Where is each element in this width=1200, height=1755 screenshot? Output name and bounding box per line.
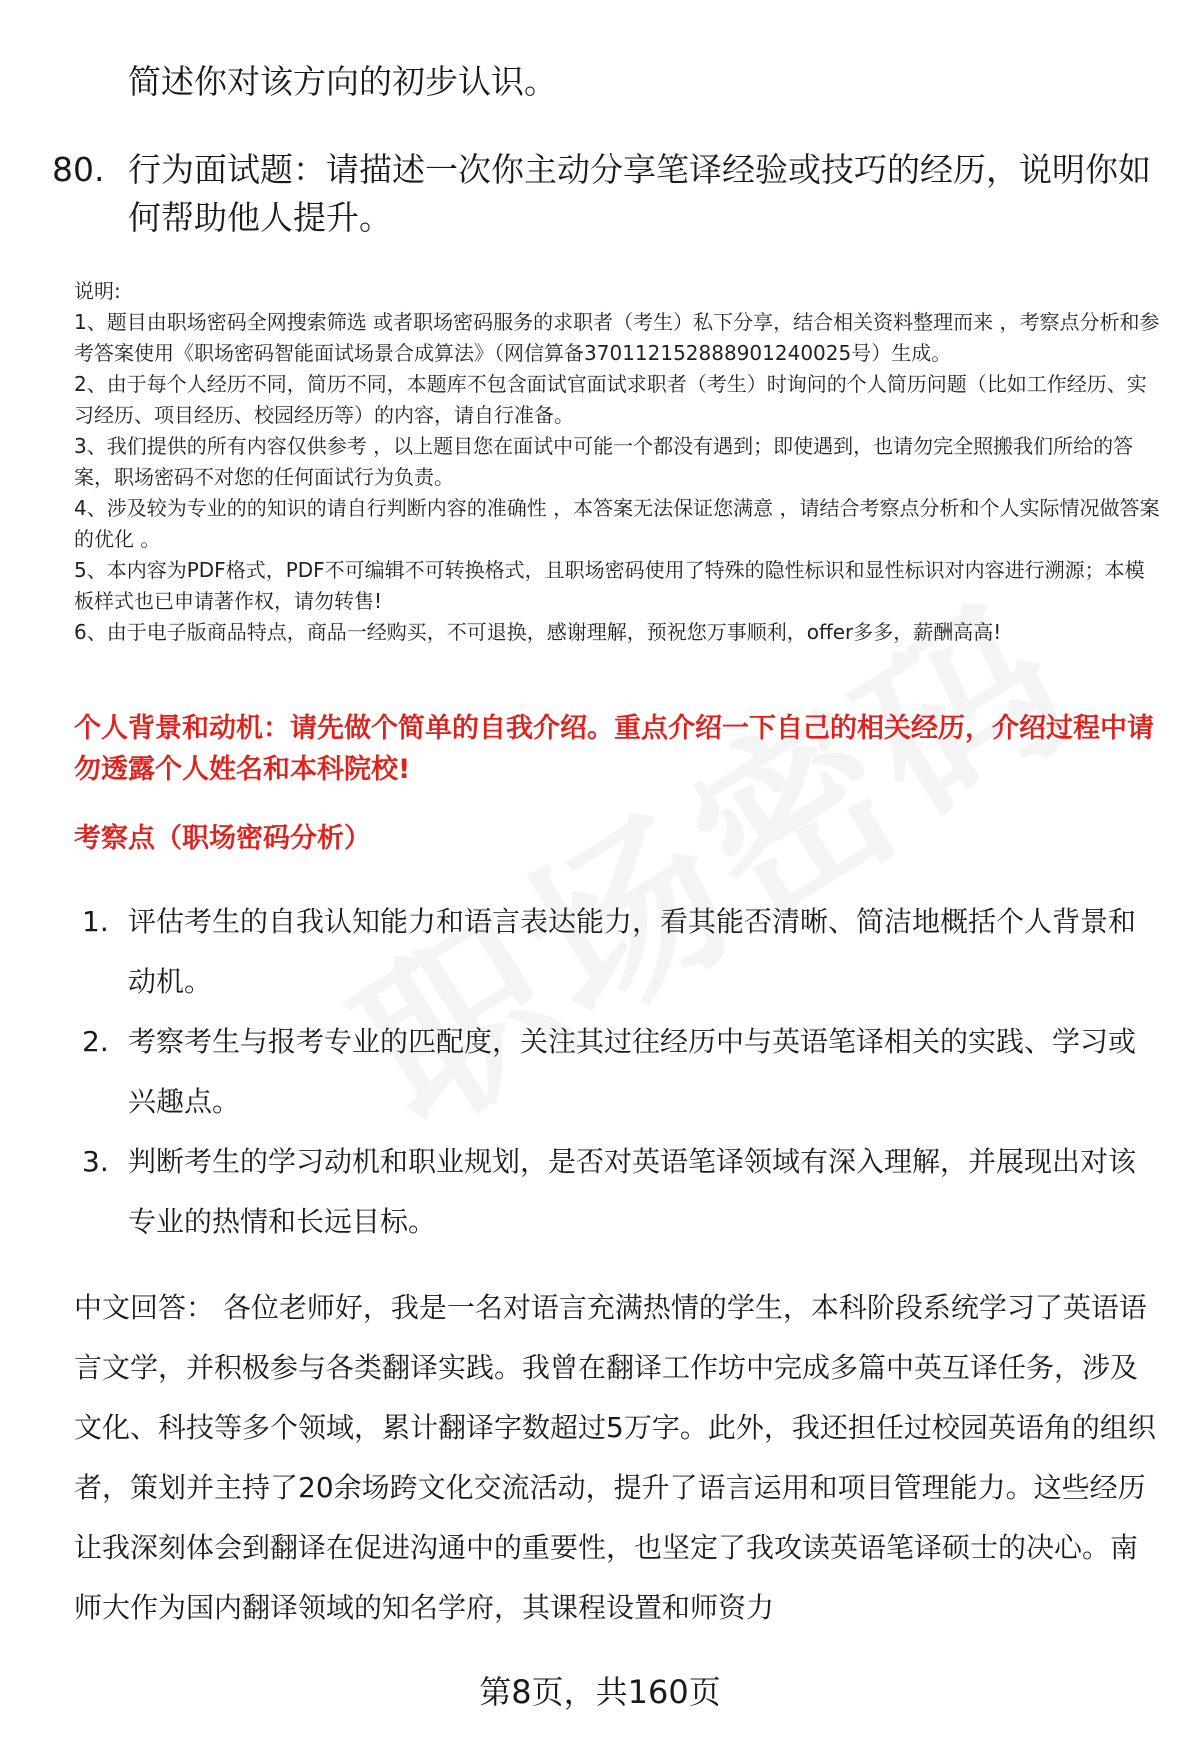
- list-item: [82, 1012, 1162, 1132]
- question-text: 行为面试题：请描述一次你主动分享笔译经验或技巧的经历，说明你如何帮助他人提升。: [128, 150, 1151, 237]
- note-item: 1、题目由职场密码全网搜索筛选 或者职场密码服务的求职者（考生）私下分享，结合相关资料整理而来 ，考察点分析和参考答案使用《职场密码智能面试场景合成算法》（网信算备370112152888901240025号）生成。: [74, 310, 1160, 365]
- note-item: 5、本内容为PDF格式，PDF不可编辑不可转换格式，且职场密码使用了特殊的隐性标识和显性标识对内容进行溯源；本模板样式也已申请著作权，请勿转售!: [74, 558, 1145, 613]
- point-text: 判断考生的学习动机和职业规划，是否对英语笔译领域有深入理解，并展现出对该专业的热情和长远目标。: [128, 1145, 1137, 1238]
- note-item: 4、涉及较为专业的的知识的请自行判断内容的准确性 ，本答案无法保证您满意 ，请结合考察点分析和个人实际情况做答案的优化 。: [74, 496, 1160, 551]
- question-continuation: 简述你对该方向的初步认识。: [128, 62, 557, 101]
- note-item: 6、由于电子版商品特点，商品一经购买，不可退换，感谢理解，预祝您万事顺利，offer多多，薪酬高高!: [74, 620, 1002, 644]
- question-number: 80.: [52, 150, 105, 189]
- point-text: 评估考生的自我认知能力和语言表达能力，看其能否清晰、简洁地概括个人背景和动机。: [128, 905, 1137, 998]
- notes-section: [74, 276, 1160, 648]
- notes-title: 说明:: [74, 279, 121, 303]
- analysis-heading: 考察点（职场密码分析）: [74, 823, 371, 854]
- section-heading: 个人背景和动机：请先做个简单的自我介绍。重点介绍一下自己的相关经历，介绍过程中请勿透露个人姓名和本科院校!: [74, 713, 1154, 785]
- point-number: 1.: [82, 905, 109, 938]
- list-item: [82, 892, 1162, 1012]
- point-text: 考察考生与报考专业的匹配度，关注其过往经历中与英语笔译相关的实践、学习或兴趣点。: [128, 1025, 1137, 1118]
- note-item: 2、由于每个人经历不同，简历不同，本题库不包含面试官面试求职者（考生）时询问的个人简历问题（比如工作经历、实习经历、项目经历、校园经历等）的内容，请自行准备。: [74, 372, 1147, 427]
- point-number: 3.: [82, 1145, 109, 1178]
- point-number: 2.: [82, 1025, 109, 1058]
- analysis-points: [82, 892, 1162, 1252]
- note-item: 3、我们提供的所有内容仅供参考 ，以上题目您在面试中可能一个都没有遇到；即使遇到，也请勿完全照搬我们所给的答案，职场密码不对您的任何面试行为负责。: [74, 434, 1134, 489]
- question-80: [52, 146, 1162, 242]
- answer-paragraph: 中文回答： 各位老师好，我是一名对语言充满热情的学生，本科阶段系统学习了英语语言文学，并积极参与各类翻译实践。我曾在翻译工作坊中完成多篇中英互译任务，涉及文化、科技等多个领域，累计翻译字数超过5万字。此外，我还担任过校园英语角的组织者，策划并主持了20余场跨文化交流活动，提升了语言运用和项目管理能力。这些经历让我深刻体会到翻译在促进沟通中的重要性，也坚定了我攻读英语笔译硕士的决心。南师大作为国内翻译领域的知名学府，其课程设置和师资力: [74, 1291, 1156, 1624]
- list-item: [82, 1132, 1162, 1252]
- page-footer: 第8页，共160页: [479, 1673, 721, 1711]
